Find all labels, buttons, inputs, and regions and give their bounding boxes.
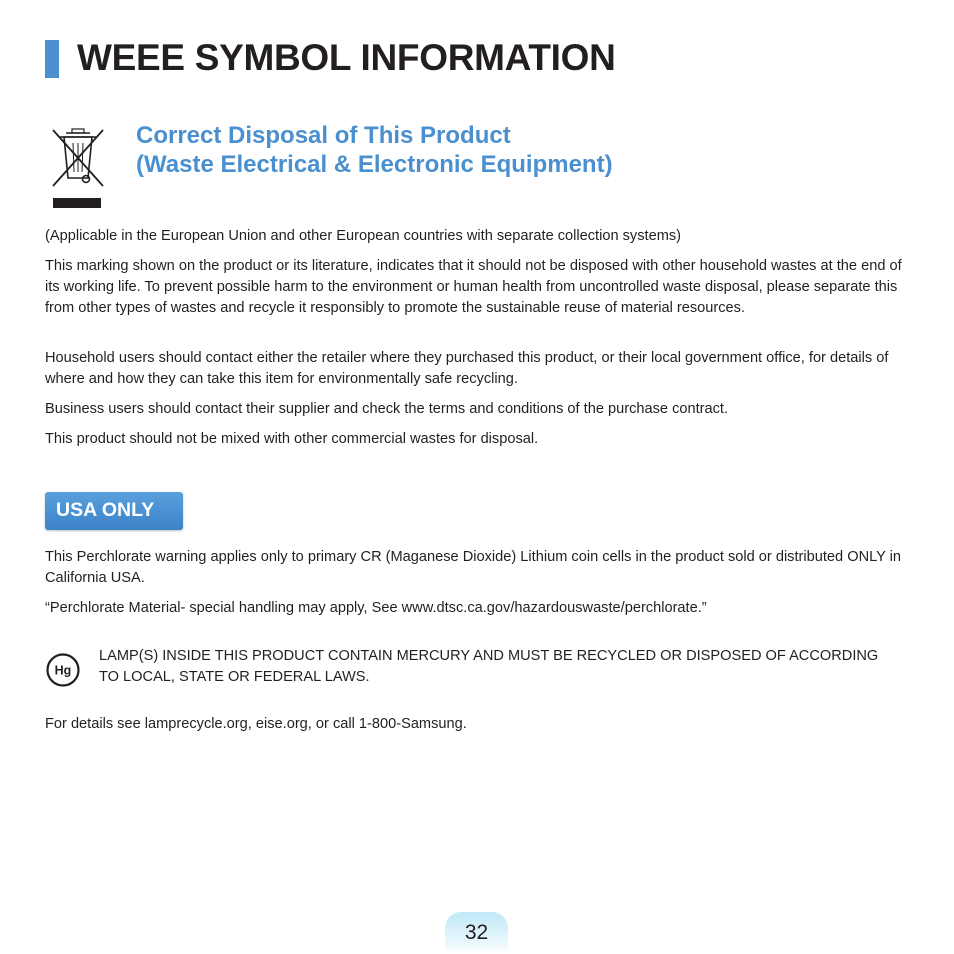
page-title: WEEE SYMBOL INFORMATION	[77, 37, 616, 78]
perchlorate-quote: “Perchlorate Material- special handling may apply, See www.dtsc.ca.gov/hazardouswaste/perchlorate.”	[45, 600, 707, 616]
title-accent-bar	[45, 40, 59, 78]
subtitle-line-2: (Waste Electrical & Electronic Equipment)	[136, 151, 613, 178]
details-text: For details see lamprecycle.org, eise.org, or call 1-800-Samsung.	[45, 716, 467, 732]
crossed-out-wheelie-bin-icon	[50, 126, 106, 210]
mercury-icon-label: Hg	[54, 663, 72, 678]
weee-paragraph-3: Household users should contact either the retailer where they purchased this product, or their local government office, for details of where and how they can take this item for environmentally safe recycling.	[45, 350, 889, 387]
mercury-hg-icon	[46, 653, 80, 687]
perchlorate-paragraph: This Perchlorate warning applies only to primary CR (Maganese Dioxide) Lithium coin cells in the product sold or distributed ONLY in California USA.	[45, 549, 902, 586]
page-number: 32	[445, 912, 508, 954]
usa-only-badge: USA ONLY	[45, 492, 183, 530]
weee-paragraph-2: This marking shown on the product or its literature, indicates that it should not be disposed with other household wastes at the end of its working life. To prevent possible harm to the environment or human health from uncontrolled waste disposal, please separate this from other types of wastes and recycle it responsibly to promote the sustainable reuse of material resources.	[45, 258, 902, 316]
weee-paragraph-5: This product should not be mixed with other commercial wastes for disposal.	[45, 431, 539, 447]
mercury-warning-text: LAMP(S) INSIDE THIS PRODUCT CONTAIN MERCURY AND MUST BE RECYCLED OR DISPOSED OF ACCORDING TO LOCAL, STATE OR FEDERAL LAWS.	[99, 648, 879, 685]
weee-paragraph-4: Business users should contact their supplier and check the terms and conditions of the purchase contract.	[45, 401, 729, 417]
subtitle-line-1: Correct Disposal of This Product	[136, 122, 511, 149]
section-subtitle	[136, 121, 613, 179]
weee-paragraph-1: (Applicable in the European Union and other European countries with separate collection systems)	[45, 228, 682, 244]
